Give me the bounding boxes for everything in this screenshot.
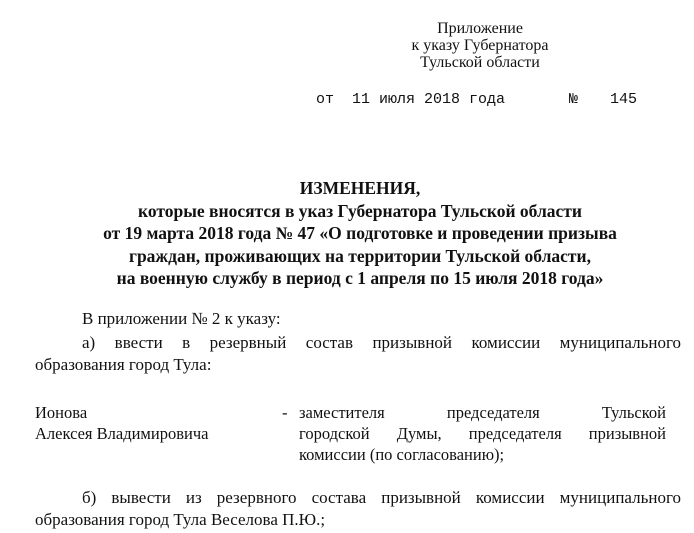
decree-date: 11 июля 2018 года (352, 91, 506, 108)
decree-number: 145 (610, 91, 638, 108)
decree-number-sign: № (569, 91, 579, 108)
title-line-3: граждан, проживающих на территории Тульской области, (129, 245, 591, 266)
title-line-2: от 19 марта 2018 года № 47 «О подготовке и проведении призыва (103, 223, 617, 243)
title-line-1: которые вносятся в указ Губернатора Тульской области (138, 200, 582, 221)
person-surname: Ионова (35, 403, 88, 422)
title-heading: ИЗМЕНЕНИЯ, (299, 178, 421, 198)
person-position (299, 402, 666, 465)
item-a-line-1: а) ввести в резервный состав призывной комиссии муниципального (82, 333, 681, 352)
decree-prefix: от (316, 91, 335, 108)
item-a-line-2: образования город Тула: (35, 355, 212, 374)
position-line-1: заместителя председателя Тульской (299, 403, 666, 422)
appendix-line-3: Тульской области (420, 54, 540, 71)
position-line-2: городской Думы, председателя призывной (299, 424, 666, 443)
item-a-paragraph (35, 332, 681, 376)
item-b-line-2: образования город Тула Веселова П.Ю.; (35, 510, 326, 529)
title-line-4: на военную службу в период с 1 апреля по 15 июля 2018 года» (116, 268, 604, 288)
position-line-3: комиссии (по согласованию); (299, 445, 505, 464)
appendix-header (380, 20, 580, 71)
person-dash: - (282, 403, 288, 422)
person-first-patronymic: Алексея Владимировича (35, 424, 209, 443)
appendix-line-1: Приложение (437, 20, 523, 37)
item-b-paragraph (35, 487, 681, 531)
item-b-line-1: б) вывести из резервного состава призывной комиссии муниципального (82, 488, 681, 507)
document-title (40, 177, 680, 290)
appendix-line-2: к указу Губернатора (411, 37, 549, 54)
intro-paragraph: В приложении № 2 к указу: (82, 309, 281, 328)
person-name (35, 402, 208, 444)
